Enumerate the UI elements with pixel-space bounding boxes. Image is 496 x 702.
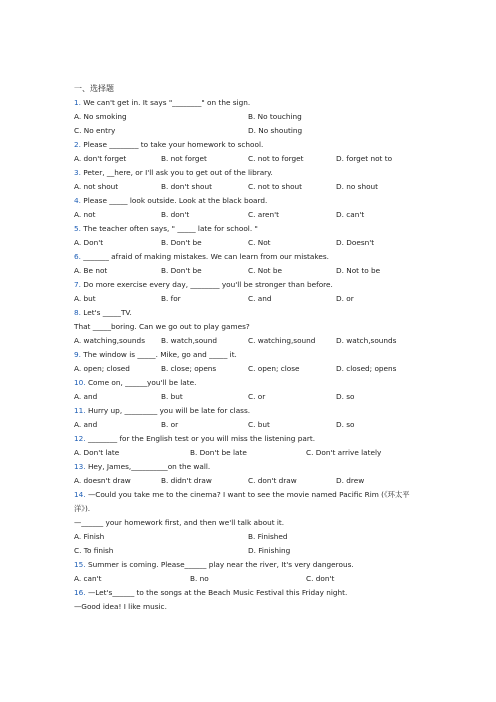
option-a: A. but <box>74 294 96 303</box>
option-a: A. Don't late <box>74 448 120 457</box>
option-a: A. watching,sounds <box>74 336 145 345</box>
question-text: We can't get in. It says "________" on the sign. <box>83 98 251 107</box>
option-a: A. Don't <box>74 238 104 247</box>
option-c: C. and <box>248 294 272 303</box>
option-a: A. open; closed <box>74 364 130 373</box>
option-b: B. Don't be <box>161 238 202 247</box>
option-c: C. Not <box>248 238 271 247</box>
question-8 <box>74 308 132 318</box>
option-b: B. don't shout <box>161 182 212 191</box>
question-number: 13. <box>74 462 86 471</box>
question-number: 8. <box>74 308 81 317</box>
question-text: Please _____ look outside. Look at the black board. <box>83 196 268 205</box>
question-text: The teacher often says, " _____ late for school. " <box>83 224 258 233</box>
question-text: _______ afraid of making mistakes. We can learn from our mistakes. <box>83 252 329 261</box>
option-c: C. To finish <box>74 546 114 555</box>
question-number: 11. <box>74 406 86 415</box>
option-a: A. can't <box>74 574 102 583</box>
question-text: Hey, James,__________on the wall. <box>87 462 211 471</box>
question-5 <box>74 224 258 234</box>
option-c: C. No entry <box>74 126 116 135</box>
option-d: D. No shouting <box>248 126 303 135</box>
question-text: The window is _____. Mike, go and _____ it. <box>83 350 237 359</box>
option-b: B. Finished <box>248 532 288 541</box>
option-d: D. drew <box>336 476 365 485</box>
question-number: 7. <box>74 280 81 289</box>
question-number: 4. <box>74 196 81 205</box>
question-number: 1. <box>74 98 81 107</box>
question-number: 15. <box>74 560 86 569</box>
option-b: B. not forget <box>161 154 207 163</box>
option-a: A. and <box>74 392 98 401</box>
option-d: D. Not to be <box>336 266 381 275</box>
question-3 <box>74 168 273 178</box>
question-14-continued: 洋》). <box>74 504 91 513</box>
option-a: A. No smoking <box>74 112 127 121</box>
option-d: D. watch,sounds <box>336 336 397 345</box>
question-text: Peter, __here, or I'll ask you to get out of the library. <box>83 168 273 177</box>
question-16 <box>74 588 347 598</box>
option-b: B. Don't be late <box>190 448 247 457</box>
option-d: D. Finishing <box>248 546 291 555</box>
question-text: Summer is coming. Please______ play near the river, It's very dangerous. <box>87 560 354 569</box>
option-c: C. don't draw <box>248 476 297 485</box>
question-number: 10. <box>74 378 86 387</box>
question-number: 12. <box>74 434 86 443</box>
question-14 <box>74 490 410 500</box>
option-b: B. close; opens <box>161 364 217 373</box>
question-number: 2. <box>74 140 81 149</box>
option-c: C. Not be <box>248 266 282 275</box>
option-b: B. or <box>161 420 179 429</box>
question-8-reply: That _____boring. Can we go out to play games? <box>74 322 250 331</box>
question-9 <box>74 350 237 360</box>
option-c: C. or <box>248 392 266 401</box>
option-c: C. open; close <box>248 364 300 373</box>
option-b: B. didn't draw <box>161 476 212 485</box>
option-c: C. don't <box>306 574 335 583</box>
question-number: 3. <box>74 168 81 177</box>
question-4 <box>74 196 267 206</box>
option-b: B. don't <box>161 210 190 219</box>
option-c: C. Don't arrive lately <box>306 448 382 457</box>
question-6 <box>74 252 329 262</box>
question-16-reply: —Good idea! I like music. <box>74 602 167 611</box>
option-a: A. not <box>74 210 96 219</box>
option-d: D. so <box>336 392 355 401</box>
question-7 <box>74 280 333 290</box>
option-b: B. but <box>161 392 183 401</box>
option-d: D. closed; opens <box>336 364 397 373</box>
question-number: 9. <box>74 350 81 359</box>
question-11 <box>74 406 250 416</box>
question-text: Please ________ to take your homework to school. <box>83 140 264 149</box>
question-text: —Could you take me to the cinema? I want to see the movie named Pacific Rim (《环太平 <box>87 490 410 499</box>
option-d: D. Doesn't <box>336 238 375 247</box>
option-c: C. aren't <box>248 210 280 219</box>
option-d: D. or <box>336 294 354 303</box>
question-13 <box>74 462 210 472</box>
question-text: Hurry up, _________ you will be late for class. <box>87 406 251 415</box>
section-title: 一、选择题 <box>74 84 114 93</box>
option-c: C. but <box>248 420 270 429</box>
question-text: ________ for the English test or you will miss the listening part. <box>87 434 316 443</box>
option-c: C. not to shout <box>248 182 303 191</box>
question-14-reply: —______ your homework first, and then we'll talk about it. <box>74 518 285 527</box>
option-a: A. Finish <box>74 532 105 541</box>
question-text: Come on, ______you'll be late. <box>87 378 197 387</box>
question-1 <box>74 98 250 108</box>
question-text: —Let's______ to the songs at the Beach Music Festival this Friday night. <box>87 588 348 597</box>
option-c: C. watching,sound <box>248 336 316 345</box>
question-number: 14. <box>74 490 86 499</box>
question-number: 5. <box>74 224 81 233</box>
option-d: D. no shout <box>336 182 379 191</box>
option-b: B. watch,sound <box>161 336 218 345</box>
question-15 <box>74 560 354 570</box>
option-d: D. forget not to <box>336 154 393 163</box>
question-text: Let's _____TV. <box>83 308 132 317</box>
question-number: 6. <box>74 252 81 261</box>
option-c: C. not to forget <box>248 154 304 163</box>
question-10 <box>74 378 196 388</box>
option-a: A. doesn't draw <box>74 476 131 485</box>
option-a: A. and <box>74 420 98 429</box>
option-b: B. no <box>190 574 209 583</box>
option-a: A. don't forget <box>74 154 127 163</box>
option-d: D. can't <box>336 210 365 219</box>
question-text: Do more exercise every day, ________ you'll be stronger than before. <box>83 280 333 289</box>
option-b: B. for <box>161 294 181 303</box>
question-number: 16. <box>74 588 86 597</box>
question-12 <box>74 434 315 444</box>
question-2 <box>74 140 263 150</box>
option-a: A. Be not <box>74 266 108 275</box>
option-b: B. Don't be <box>161 266 202 275</box>
option-a: A. not shout <box>74 182 119 191</box>
option-b: B. No touching <box>248 112 302 121</box>
option-d: D. so <box>336 420 355 429</box>
